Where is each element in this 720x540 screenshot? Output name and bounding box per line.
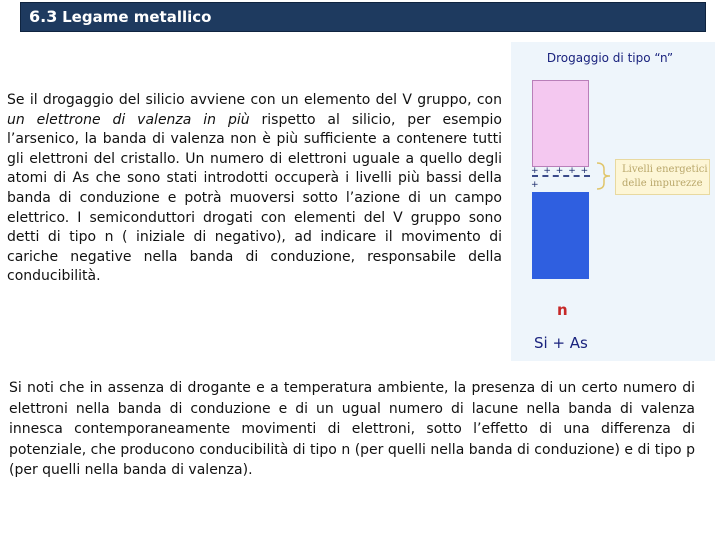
- paragraph1-italic: un elettrone di valenza in più: [7, 111, 250, 128]
- valence-band: [532, 192, 589, 279]
- band-diagram-figure: [511, 42, 715, 361]
- figure-title: Drogaggio di tipo “n”: [546, 51, 674, 65]
- paragraph1-text-a: Se il drogaggio del silicio avviene con un elemento del V gruppo, con: [7, 92, 502, 108]
- impurity-levels-box: [615, 159, 710, 195]
- section-number: 6.3: [29, 7, 58, 26]
- composition-label: Si + As: [534, 334, 588, 352]
- doping-type-label: n: [557, 301, 568, 319]
- brace-icon: [594, 161, 614, 191]
- paragraph1-text-b: rispetto al silicio, per esempio l’arsenico, la banda di valenza non è più sufficiente a contenere tutti gli elettroni del cristallo. Un numero di elettroni uguale a quello degli atomi di As che sono stati introdotti occuperà i livelli più bassi della banda di conduzione e potrà muoversi sotto l’azione di un campo elettrico. I semiconduttori drogati con elementi del V gruppo sono detti di tipo n ( iniziale di negativo), ad indicare il movimento di cariche negative nella banda di conduzione, responsabile della conducibilità.: [7, 111, 502, 285]
- paragraph-intrinsic-conduction: Si noti che in assenza di drogante e a temperatura ambiente, la presenza di un certo numero di elettroni nella banda di conduzione e di un ugual numero di lacune nella banda di valenza innesca contemporaneamente movimenti di elettroni, sotto l’effetto di una differenza di potenziale, che producono conducibilità di tipo n (per quelli nella banda di conduzione) e di tipo p (per quelli nella banda di valenza).: [9, 380, 695, 479]
- impurity-levels-label: Livelli energetici delle impurezze: [622, 164, 708, 189]
- slide-title-bar: [20, 2, 706, 32]
- conduction-band: [532, 80, 589, 167]
- impurity-levels-dots: + + + + + +: [531, 166, 590, 190]
- impurity-levels-line: [532, 175, 590, 179]
- slide-title: [29, 7, 211, 26]
- section-title: Legame metallico: [62, 8, 212, 26]
- paragraph-doping-n: [7, 91, 502, 287]
